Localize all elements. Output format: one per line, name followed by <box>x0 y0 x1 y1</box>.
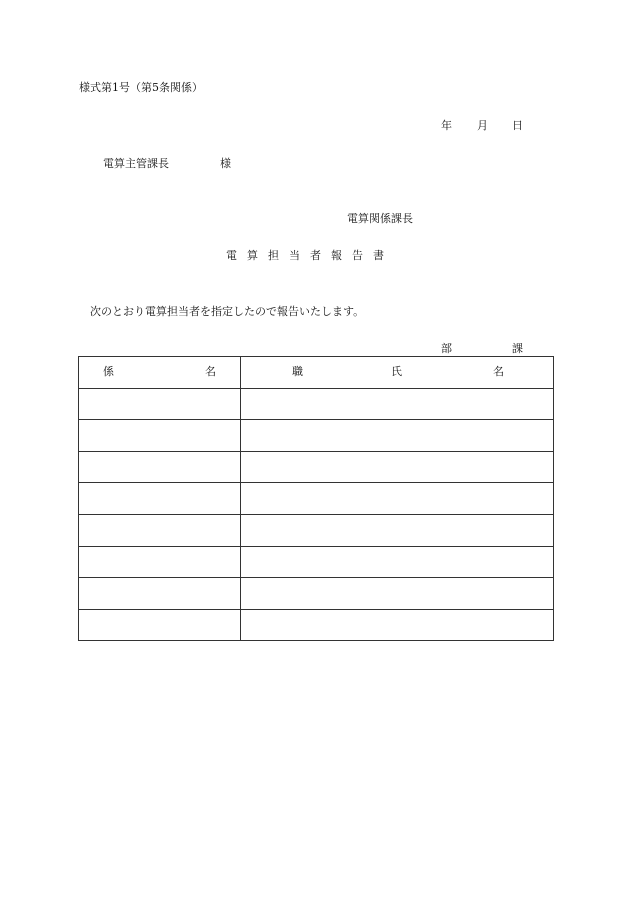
department-bu-label: 部 <box>441 342 452 355</box>
person-cell[interactable] <box>241 578 554 610</box>
person-cell[interactable] <box>241 514 554 546</box>
date-month-label: 月 <box>477 119 488 132</box>
person-cell[interactable] <box>241 546 554 578</box>
kakari-cell[interactable] <box>79 451 241 483</box>
table-header-row <box>79 357 554 389</box>
honorific: 様 <box>220 157 231 170</box>
table-row <box>79 483 554 515</box>
person-cell[interactable] <box>241 420 554 452</box>
form-number: 様式第1号（第5条関係） <box>79 81 203 94</box>
department-ka-label: 課 <box>512 342 523 355</box>
body-text: 次のとおり電算担当者を指定したので報告いたします。 <box>90 305 365 318</box>
table-row <box>79 388 554 420</box>
date-day-label: 日 <box>512 119 523 132</box>
table-row <box>79 546 554 578</box>
date-year-label: 年 <box>441 119 452 132</box>
kakari-cell[interactable] <box>79 483 241 515</box>
kakari-cell[interactable] <box>79 546 241 578</box>
header-kakari-label: 係 <box>103 365 114 379</box>
person-cell[interactable] <box>241 483 554 515</box>
sender: 電算関係課長 <box>347 212 413 225</box>
department-underline <box>383 342 523 357</box>
kakari-cell[interactable] <box>79 578 241 610</box>
header-kakari-mei-label: 名 <box>205 365 216 379</box>
table-row <box>79 578 554 610</box>
table-row <box>79 514 554 546</box>
table-row <box>79 451 554 483</box>
person-cell[interactable] <box>241 451 554 483</box>
person-cell[interactable] <box>241 609 554 641</box>
header-shoku-label: 職 <box>292 365 303 379</box>
document-title: 電算担当者報告書 <box>226 249 394 262</box>
header-kakari-cell <box>79 357 241 389</box>
table-row <box>79 420 554 452</box>
kakari-cell[interactable] <box>79 514 241 546</box>
kakari-cell[interactable] <box>79 609 241 641</box>
kakari-cell[interactable] <box>79 420 241 452</box>
report-table <box>78 356 554 641</box>
header-mei-label: 名 <box>493 365 504 379</box>
kakari-cell[interactable] <box>79 388 241 420</box>
header-shi-label: 氏 <box>391 365 402 379</box>
header-person-cell <box>241 357 554 389</box>
addressee: 電算主管課長 <box>103 157 169 170</box>
table-row <box>79 609 554 641</box>
person-cell[interactable] <box>241 388 554 420</box>
